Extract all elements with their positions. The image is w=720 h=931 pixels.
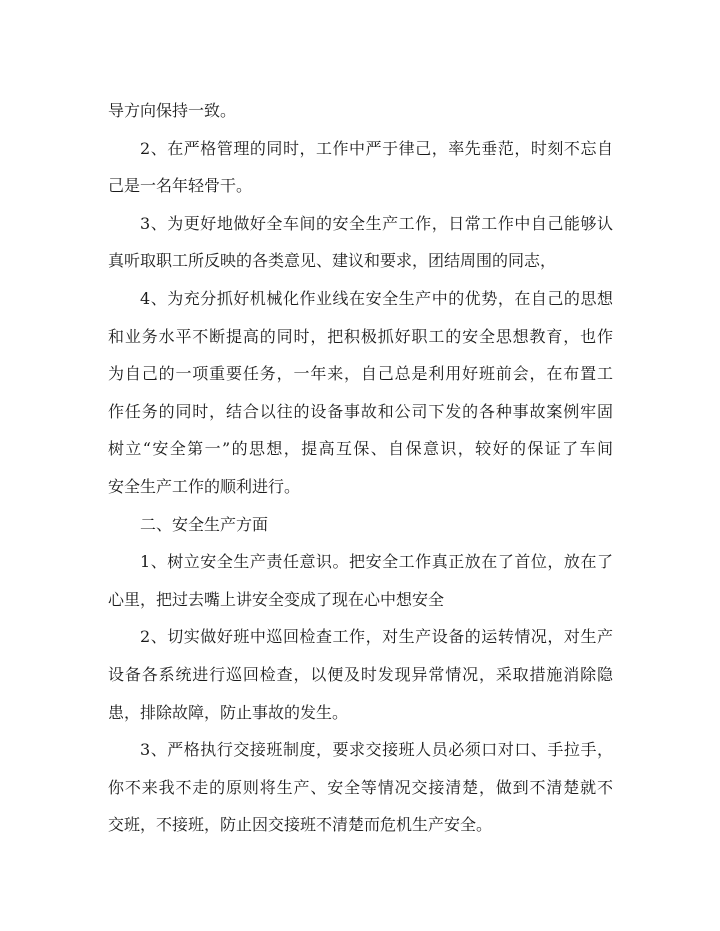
paragraph <box>108 618 613 731</box>
text-line: 交班，不接班，防止因交接班不清楚而危机生产安全。 <box>108 815 493 835</box>
text-line: 作任务的同时，结合以往的设备事故和公司下发的各种事故案例牢固 <box>108 401 613 421</box>
text-line: 树立“安全第一”的思想，提高互保、自保意识，较好的保证了车间 <box>108 439 613 459</box>
paragraph <box>108 543 613 618</box>
text-line: 3、为更好地做好全车间的安全生产工作，日常工作中自己能够认 <box>140 213 613 233</box>
document-page <box>108 92 613 844</box>
text-line: 和业务水平不断提高的同时，把积极抓好职工的安全思想教育，也作 <box>108 326 613 346</box>
paragraph <box>108 130 613 205</box>
text-line: 真听取职工所反映的各类意见、建议和要求，团结周围的同志， <box>108 251 557 271</box>
text-line: 二、安全生产方面 <box>140 514 269 534</box>
text-line: 心里，把过去嘴上讲安全变成了现在心中想安全 <box>108 589 445 609</box>
paragraph <box>108 92 613 130</box>
text-line: 安全生产工作的顺利进行。 <box>108 476 301 496</box>
paragraph <box>108 205 613 280</box>
text-line: 1、树立安全生产责任意识。把安全工作真正放在了首位，放在了 <box>140 552 613 572</box>
text-line: 2、在严格管理的同时，工作中严于律己，率先垂范，时刻不忘自 <box>140 138 613 158</box>
text-line: 己是一名年轻骨干。 <box>108 176 253 196</box>
text-line: 患，排除故障，防止事故的发生。 <box>108 702 349 722</box>
text-line: 你不来我不走的原则将生产、安全等情况交接清楚，做到不清楚就不 <box>108 777 613 797</box>
paragraph <box>108 280 613 506</box>
text-line: 导方向保持一致。 <box>108 101 237 120</box>
text-line: 3、严格执行交接班制度，要求交接班人员必须口对口、手拉手， <box>140 740 613 760</box>
text-line: 为自己的一项重要任务，一年来，自己总是利用好班前会，在布置工 <box>108 364 613 384</box>
text-line: 设备各系统进行巡回检查，以便及时发现异常情况，采取措施消除隐 <box>108 664 613 684</box>
text-line: 2、切实做好班中巡回检查工作，对生产设备的运转情况，对生产 <box>140 627 613 647</box>
text-line: 4、为充分抓好机械化作业线在安全生产中的优势，在自己的思想 <box>140 288 613 308</box>
paragraph <box>108 731 613 844</box>
paragraph <box>108 506 613 544</box>
